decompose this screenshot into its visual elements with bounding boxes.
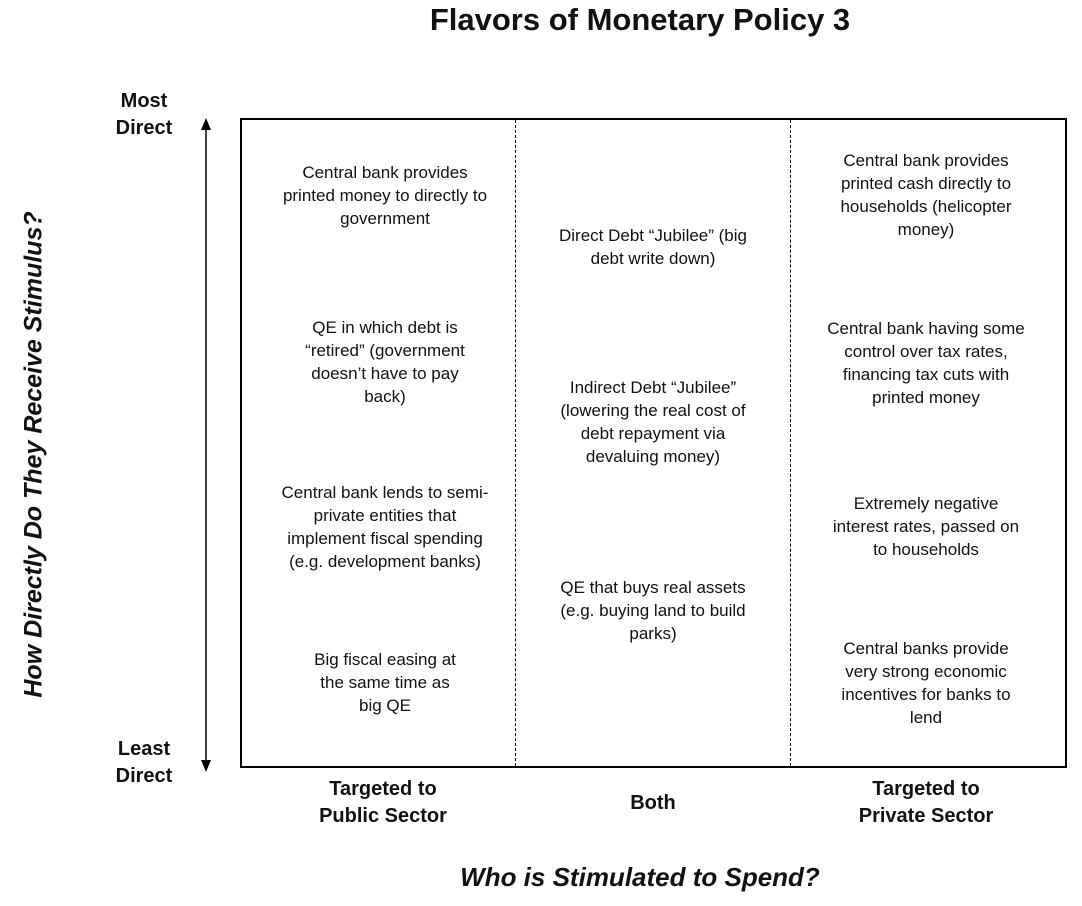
cell-private-3: Extremely negative interest rates, passed on to households: [832, 494, 1020, 559]
cell-private-1: Central bank provides printed cash directly to households (helicopter money): [840, 151, 1012, 239]
cell-private-4: Central banks provide very strong economic incentives for banks to lend: [841, 639, 1011, 727]
cell-private-2: Central bank having some control over tax rates, financing tax cuts with printed money: [827, 319, 1025, 407]
page-title: Flavors of Monetary Policy 3: [429, 2, 851, 37]
vertical-double-arrow-icon: [196, 116, 216, 776]
column-label-public: Targeted to Public Sector: [319, 778, 447, 827]
column-divider-2: [790, 120, 791, 766]
cell-public-2: QE in which debt is “retired” (government doesn’t have to pay back): [305, 318, 465, 406]
cell-public-3: Central bank lends to semi-private entities that implement fiscal spending (e.g. development banks): [281, 483, 489, 571]
least-direct-label: Least Direct: [115, 738, 173, 787]
cell-public-1: Central bank provides printed money to directly to government: [282, 163, 488, 228]
cell-public-4: Big fiscal easing at the same time as big QE: [314, 650, 456, 715]
cell-both-2: Indirect Debt “Jubilee” (lowering the real cost of debt repayment via devaluing money): [560, 378, 746, 466]
x-axis-label: Who is Stimulated to Spend?: [460, 862, 820, 892]
column-divider-1: [515, 120, 516, 766]
column-label-both: Both: [630, 792, 676, 814]
y-axis-label: How Directly Do They Receive Stimulus?: [19, 211, 48, 698]
column-label-private: Targeted to Private Sector: [858, 778, 994, 827]
cell-both-3: QE that buys real assets (e.g. buying land to build parks): [560, 578, 746, 643]
cell-both-1: Direct Debt “Jubilee” (big debt write down): [558, 226, 747, 268]
quadrant-grid: [240, 118, 1067, 768]
most-direct-label: Most Direct: [115, 90, 173, 139]
